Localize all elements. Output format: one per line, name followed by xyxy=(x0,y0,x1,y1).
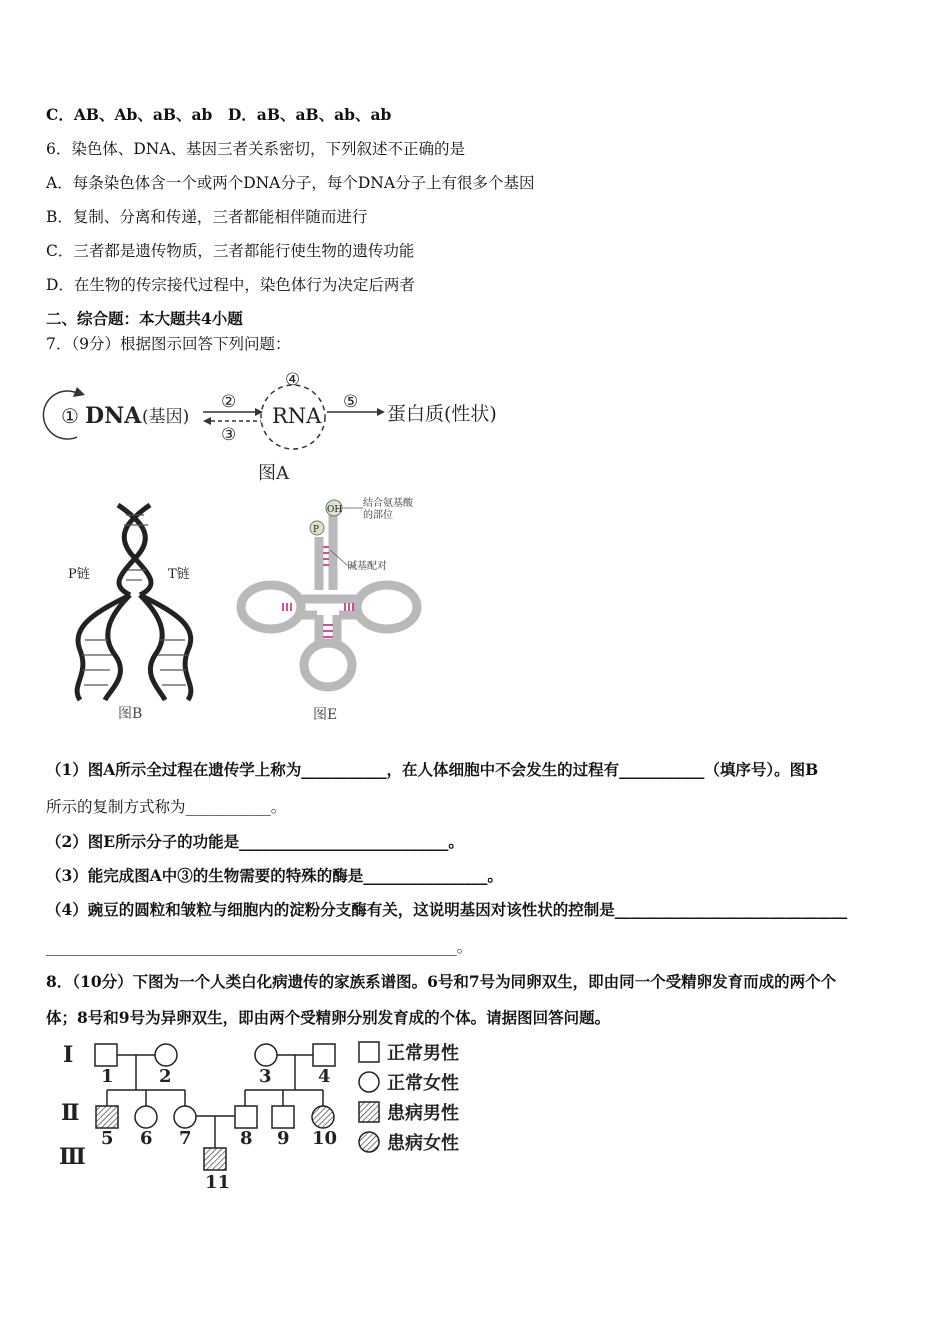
fig-a-rna: RNA xyxy=(272,404,322,428)
fig-e-oh: OH xyxy=(327,505,343,515)
gen-label-2: Ⅱ xyxy=(61,1100,80,1126)
id-2: 2 xyxy=(159,1066,172,1087)
q7-stem: 7．（9分）根据图示回答下列问题： xyxy=(46,335,291,353)
figure-b xyxy=(60,500,220,725)
fig-b-caption: 图B xyxy=(118,706,143,722)
legend-normal-female: 正常女性 xyxy=(387,1073,459,1094)
q6-stem: 6．染色体、DNA、基因三者关系密切，下列叙述不正确的是 xyxy=(46,140,466,158)
fig-e-amino-site-1: 结合氨基酸 xyxy=(363,498,413,509)
q8-stem-line1: 8．（10分）下图为一个人类白化病遗传的家族系谱图。6号和7号为同卵双生，即由同一个受精卵发育而成的两个个 xyxy=(46,972,837,991)
q7-sub4-line2: _____________________________________________________。 xyxy=(46,938,473,956)
gen-label-1: Ⅰ xyxy=(63,1042,74,1068)
fig-a-n5: ⑤ xyxy=(343,392,359,412)
legend-normal-male-icon xyxy=(359,1042,379,1062)
fig-a-n1: ① xyxy=(61,404,79,428)
id-9: 9 xyxy=(277,1128,290,1149)
q7-sub1-line2: 所示的复制方式称为___________。 xyxy=(46,798,287,816)
fig-e-amino-site-2: 的部位 xyxy=(363,510,393,521)
fig-e-p: P xyxy=(313,525,320,535)
q5-options-cd: C．AB、Ab、aB、ab D．aB、aB、ab、ab xyxy=(46,105,392,124)
fig-e-caption: 图E xyxy=(313,707,338,723)
fig-a-gene: (基因) xyxy=(142,407,190,427)
q8-stem-line2: 体；8号和9号为异卵双生，即由两个受精卵分别发育成的个体。请据图回答问题。 xyxy=(46,1008,611,1027)
q6-option-d: D．在生物的传宗接代过程中，染色体行为决定后两者 xyxy=(46,276,415,294)
q6-option-a: A．每条染色体含一个或两个DNA分子，每个DNA分子上有很多个基因 xyxy=(46,174,535,192)
legend-normal-female-icon xyxy=(359,1072,379,1092)
legend-affected-male-icon xyxy=(359,1102,379,1122)
q7-sub4-line1: （4）豌豆的圆粒和皱粒与细胞内的淀粉分支酶有关，这说明基因对该性状的控制是______________________________ xyxy=(46,900,848,919)
id-7: 7 xyxy=(179,1128,192,1149)
gen-label-3: Ⅲ xyxy=(59,1144,86,1170)
id-4: 4 xyxy=(318,1066,331,1087)
fig-b-t-chain: T链 xyxy=(168,567,190,582)
pedigree-chart xyxy=(55,1038,485,1193)
q6-option-c: C．三者都是遗传物质，三者都能行使生物的遗传功能 xyxy=(46,242,415,260)
fig-b-p-chain: P链 xyxy=(68,567,90,582)
id-6: 6 xyxy=(140,1128,153,1149)
figure-a xyxy=(55,365,545,490)
id-11: 11 xyxy=(205,1172,231,1193)
legend-affected-male: 患病男性 xyxy=(387,1103,459,1124)
q7-sub2: （2）图E所示分子的功能是___________________________。 xyxy=(46,832,464,851)
legend-affected-female-icon xyxy=(359,1132,379,1152)
q6-option-b: B．复制、分离和传递，三者都能相伴随而进行 xyxy=(46,208,368,226)
fig-a-n2: ② xyxy=(221,392,237,412)
fig-a-n3: ③ xyxy=(221,425,237,445)
id-8: 8 xyxy=(240,1128,253,1149)
fig-a-caption: 图A xyxy=(258,463,289,484)
fig-a-protein: 蛋白质(性状) xyxy=(387,403,497,425)
fig-e-base-pair: 碱基配对 xyxy=(347,561,387,572)
id-3: 3 xyxy=(259,1066,272,1087)
legend-normal-male: 正常男性 xyxy=(387,1043,459,1064)
legend-affected-female: 患病女性 xyxy=(387,1133,459,1154)
id-10: 10 xyxy=(312,1128,338,1149)
fig-a-dna: DNA xyxy=(85,403,142,429)
q7-sub1-line1: （1）图A所示全过程在遗传学上称为___________，在人体细胞中不会发生的过程有___________（填序号）。图B xyxy=(46,760,819,779)
id-5: 5 xyxy=(101,1128,114,1149)
figure-e xyxy=(235,495,435,725)
section-title: 二、综合题：本大题共4小题 xyxy=(46,309,243,328)
id-1: 1 xyxy=(101,1066,114,1087)
q7-sub3: （3）能完成图A中③的生物需要的特殊的酶是________________。 xyxy=(46,866,503,885)
fig-a-n4: ④ xyxy=(285,370,301,390)
